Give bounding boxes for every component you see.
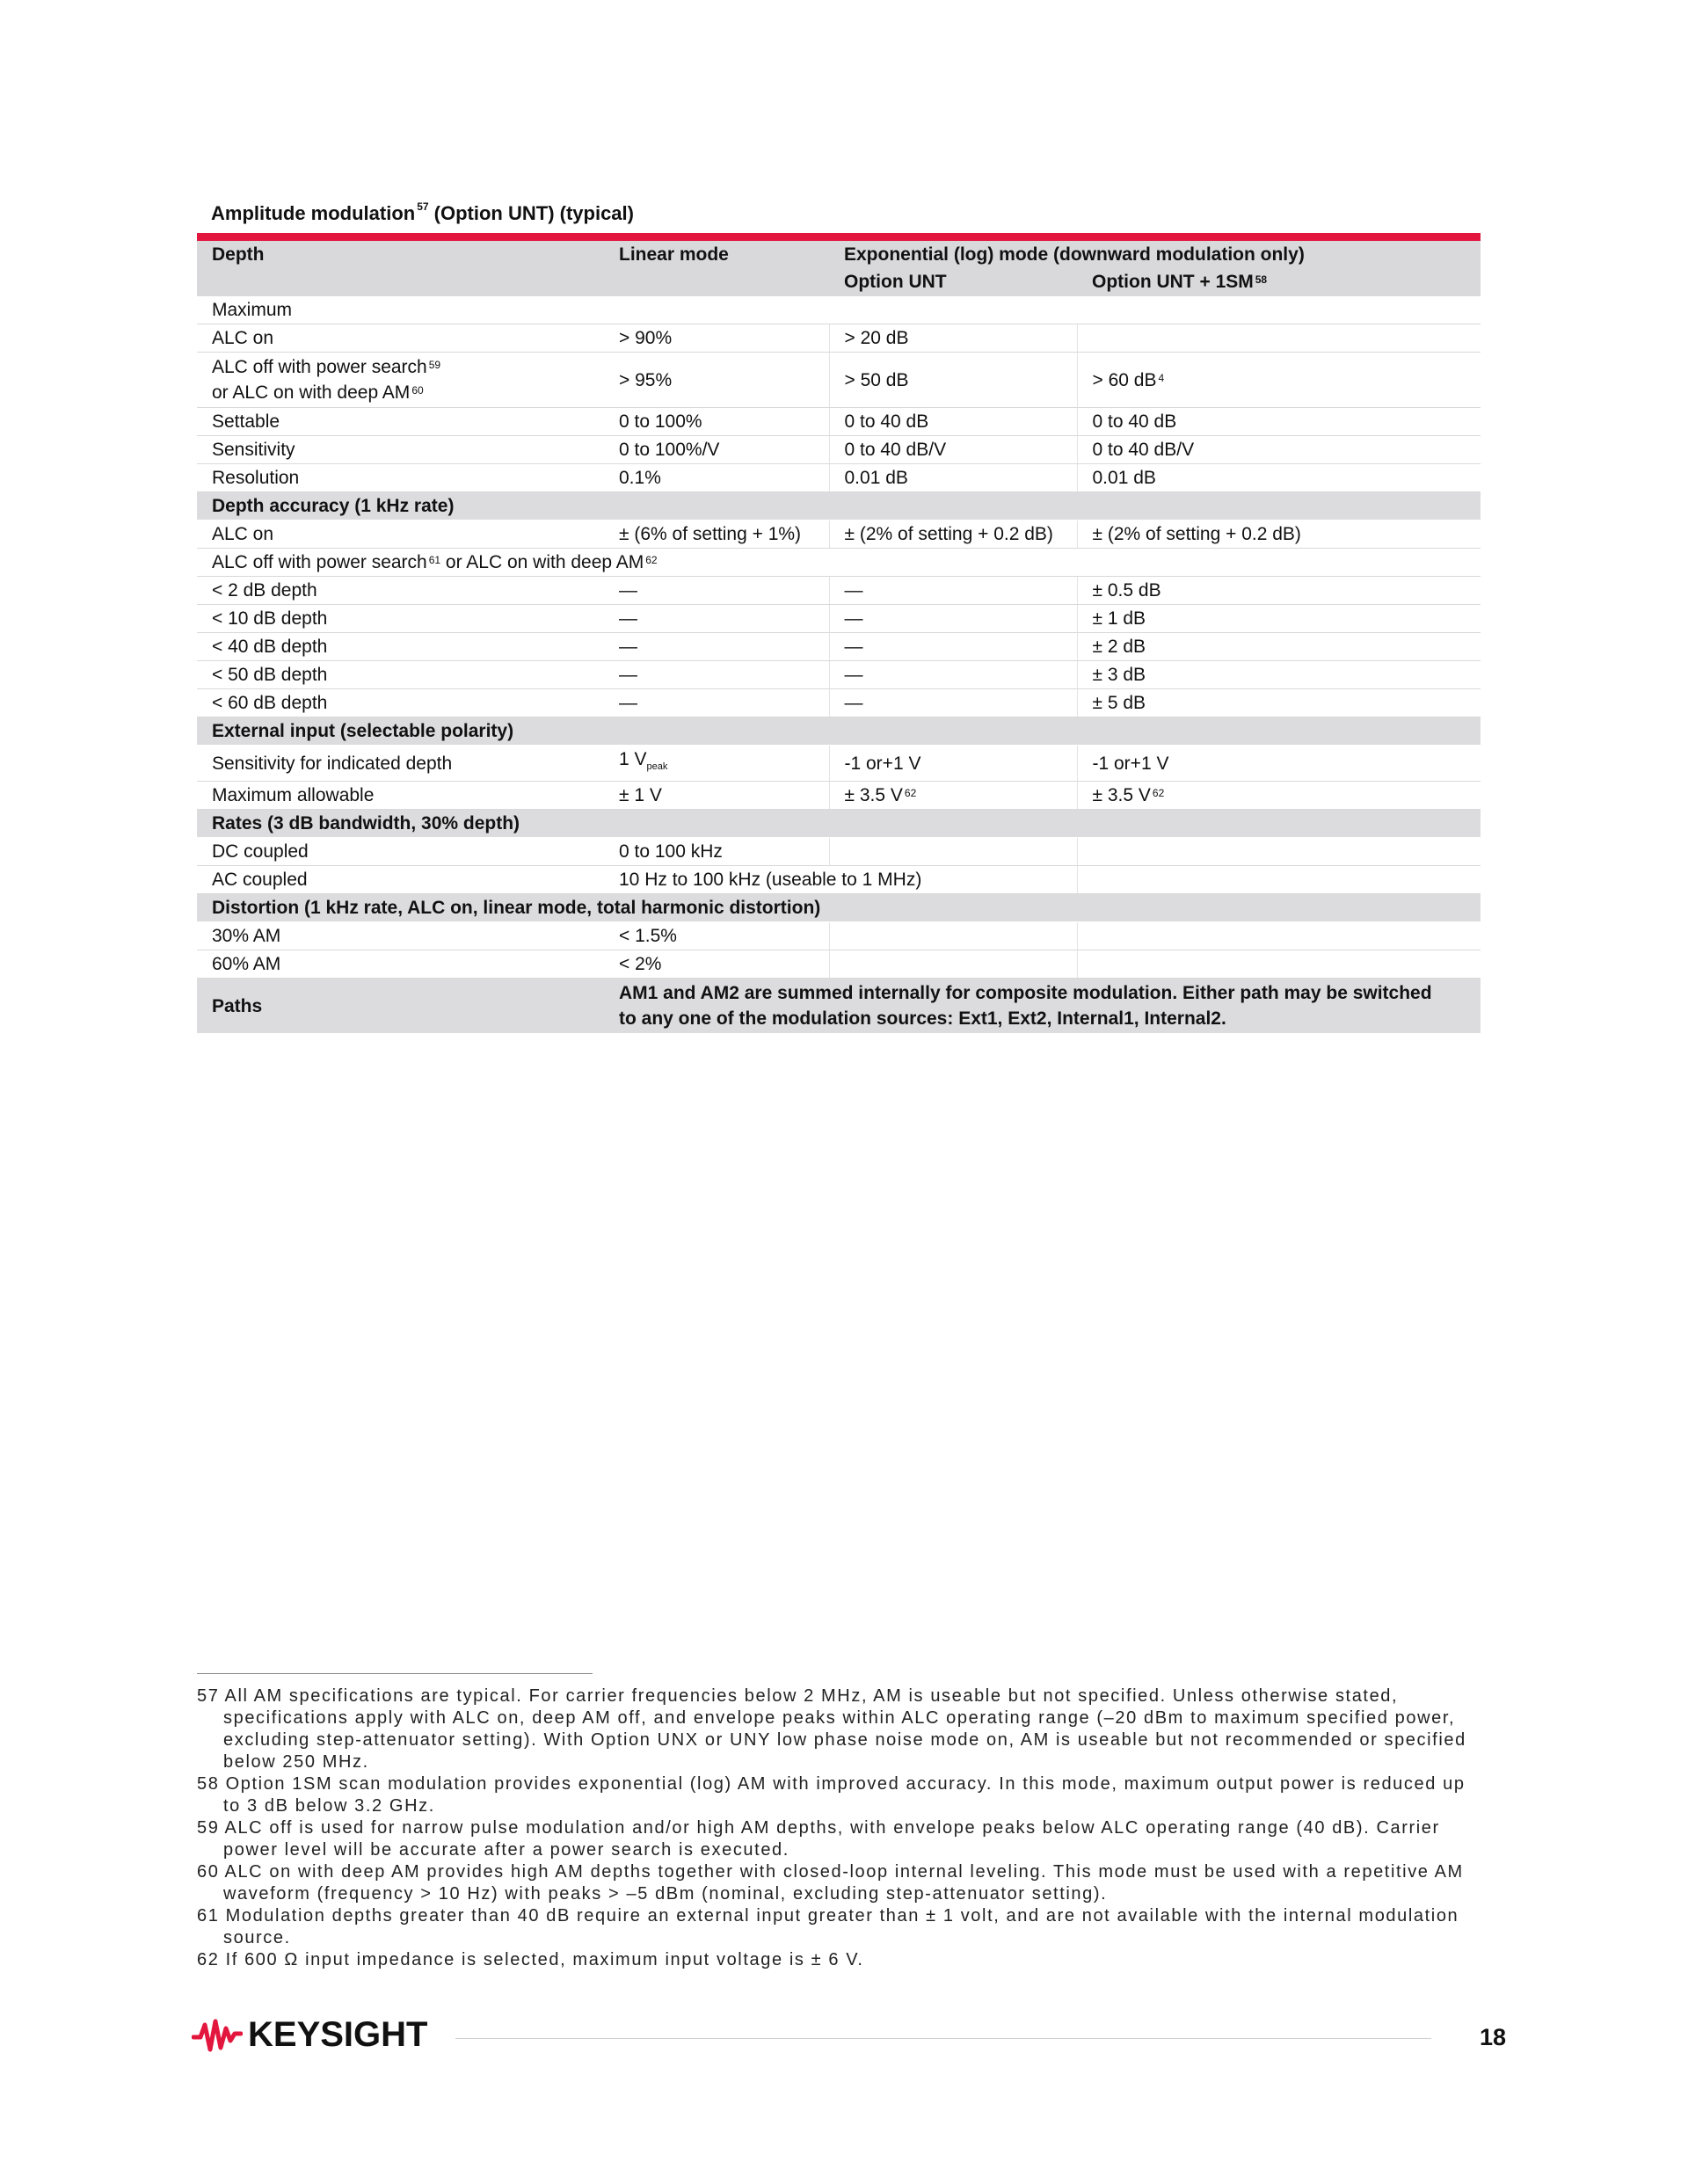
section-row: Distortion (1 kHz rate, ALC on, linear mode, total harmonic distortion): [197, 894, 1481, 922]
header-opt-unt: Option UNT: [829, 268, 1077, 296]
page-number: 18: [1480, 2024, 1507, 2050]
header-linear: Linear mode: [604, 237, 829, 269]
footer-divider: [455, 2038, 1431, 2039]
header-depth: Depth: [197, 237, 604, 269]
table-row: Resolution 0.1% 0.01 dB 0.01 dB: [197, 464, 1481, 492]
footnote-57: 57 All AM specifications are typical. For carrier frequencies below 2 MHz, AM is useable but not specified. Unless otherwise stated, specifications apply with ALC on, deep AM off, and envelope peaks within ALC operating range (–20 dBm to maximum specified power, excluding step-attenuator setting). With Option UNX or UNY low phase noise mode on, AM is useable but not recommended or specified below 250 MHz.: [197, 1686, 1466, 1772]
table-row: Sensitivity 0 to 100%/V 0 to 40 dB/V 0 to 40 dB/V: [197, 436, 1481, 464]
header-opt-1sm: Option UNT + 1SM $^{58}$: [1077, 268, 1481, 296]
footnote-59: 59 ALC off is used for narrow pulse modulation and/or high AM depths, with envelope peaks below ALC operating range (40 dB). Carrier power level will be accurate after a power search is executed.: [197, 1818, 1440, 1860]
am-spec-table: [197, 233, 1481, 1033]
footnote-58: 58 Option 1SM scan modulation provides exponential (log) AM with improved accuracy. In this mode, maximum output power is reduced up to 3 dB below 3.2 GHz.: [197, 1774, 1466, 1816]
table-row: < 2 dB depth — — ± 0.5 dB: [197, 577, 1481, 605]
footnote-62: 62 If 600 Ω input impedance is selected, maximum input voltage is ± 6 V.: [197, 1950, 864, 1969]
footnote-rule: [197, 1673, 593, 1674]
table-row: Maximum allowable ± 1 V ± 3.5 V $^{62}$ ± 3.5 V $^{62}$: [197, 782, 1481, 810]
table-row: ALC on > 90% > 20 dB: [197, 324, 1481, 353]
table-row: Settable 0 to 100% 0 to 40 dB 0 to 40 dB: [197, 408, 1481, 436]
table-row: Sensitivity for indicated depth 1 $V_{peak}$ -1 or+1 V -1 or+1 V: [197, 746, 1481, 782]
section-row: Rates (3 dB bandwidth, 30% depth): [197, 810, 1481, 838]
header-exp: Exponential (log) mode (downward modulation only): [829, 237, 1481, 269]
table-row: ALC off with power search $^{61}$ or ALC on with deep AM $^{62}$: [197, 549, 1481, 577]
table-row: < 40 dB depth — — ± 2 dB: [197, 633, 1481, 661]
table-row: < 60 dB depth — — ± 5 dB: [197, 689, 1481, 717]
table-header-row: [197, 237, 1481, 269]
section-title: Amplitude modulation $^{57}$ (Option UNT) (typical): [211, 200, 634, 224]
keysight-logo: [192, 2015, 427, 2055]
table-row: Maximum: [197, 296, 1481, 324]
paths-row: Paths AM1 and AM2 are summed internally for composite modulation. Either path may be switched to any one of the modulation sources: Ext1, Ext2, Internal1, Internal2.: [197, 979, 1481, 1034]
footnote-61: 61 Modulation depths greater than 40 dB require an external input greater than ± 1 volt, and are not available with the internal modulation source.: [197, 1906, 1459, 1947]
table-row: DC coupled 0 to 100 kHz: [197, 838, 1481, 866]
table-row: < 10 dB depth — — ± 1 dB: [197, 605, 1481, 633]
table-row: 30% AM < 1.5%: [197, 922, 1481, 950]
footnote-60: 60 ALC on with deep AM provides high AM depths together with closed-loop internal leveling. This mode must be used with a repetitive AM waveform (frequency > 10 Hz) with peaks > –5 dBm (nominal, excluding step-attenuator setting).: [197, 1862, 1464, 1904]
table-row: ALC on ± (6% of setting + 1%) ± (2% of setting + 0.2 dB) ± (2% of setting + 0.2 dB): [197, 521, 1481, 549]
brand-name: KEYSIGHT: [248, 2015, 428, 2054]
table-subheader-row: [197, 268, 1481, 296]
footnotes: [197, 1685, 1481, 1971]
table-row: < 50 dB depth — — ± 3 dB: [197, 661, 1481, 689]
keysight-wave-icon: [192, 2016, 243, 2055]
table-row: AC coupled 10 Hz to 100 kHz (useable to 1 MHz): [197, 866, 1481, 894]
table-row: 60% AM < 2%: [197, 950, 1481, 979]
section-row: Depth accuracy (1 kHz rate): [197, 492, 1481, 521]
section-row: External input (selectable polarity): [197, 717, 1481, 746]
table-row: ALC off with power search $^{59}$ or ALC on with deep AM $^{60}$ > 95% > 50 dB > 60 dB $^4$: [197, 353, 1481, 408]
